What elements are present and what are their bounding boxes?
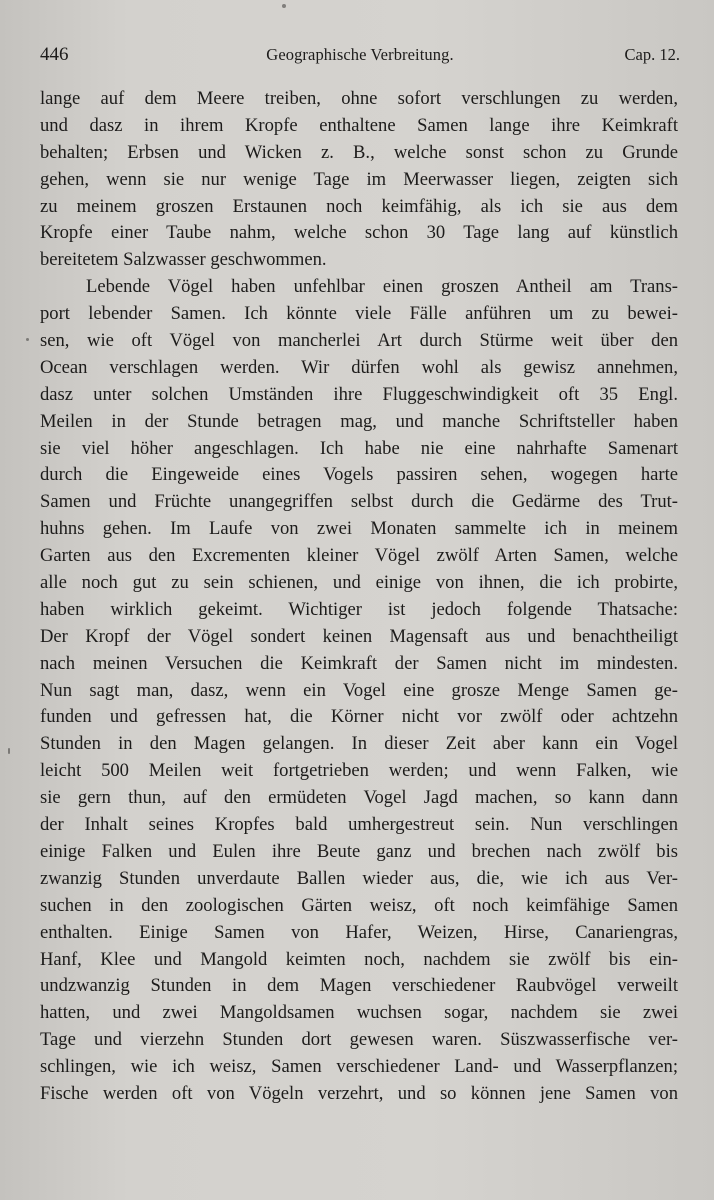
paragraph (40, 274, 678, 1108)
text-line: hatten, und zwei Mangoldsamen wuchsen sogar, nachdem sie zwei (40, 1002, 678, 1024)
running-title: Geographische Verbreitung. (266, 45, 454, 64)
text-line: sen, wie oft Vögel von mancherlei Art durch Stürme weit über den (40, 330, 678, 352)
text-line: haben wirklich gekeimt. Wichtiger ist jedoch folgende Thatsache: (40, 598, 678, 620)
text-line: zwanzig Stunden unverdaute Ballen wieder aus, die, wie ich aus Ver- (40, 867, 678, 889)
running-header (40, 44, 680, 72)
text-line: Stunden in den Magen gelangen. In dieser Zeit aber kann ein Vogel (40, 733, 678, 755)
text-line: sie viel höher angeschlagen. Ich habe nie eine nahrhafte Samenart (40, 437, 678, 459)
text-line: leicht 500 Meilen weit fortgetrieben werden; und wenn Falken, wie (40, 760, 678, 782)
print-speck (26, 338, 29, 341)
text-line: Samen und Früchte unangegriffen selbst durch die Gedärme des Trut- (40, 491, 678, 513)
text-line: huhns gehen. Im Laufe von zwei Monaten sammelte ich in meinem (40, 518, 678, 540)
text-line: alle noch gut zu sein schienen, und einige von ihnen, die ich probirte, (40, 572, 678, 594)
text-line: sie gern thun, auf den ermüdeten Vogel Jagd machen, so kann dann (40, 787, 678, 809)
text-line: suchen in den zoologischen Gärten weisz, oft noch keimfähige Samen (40, 894, 678, 916)
print-speck (8, 748, 10, 754)
paragraph (40, 86, 678, 274)
text-line: nach meinen Versuchen die Keimkraft der Samen nicht im mindesten. (40, 652, 678, 674)
chapter-label: Cap. 12. (624, 45, 680, 64)
text-line: Lebende Vögel haben unfehlbar einen groszen Antheil am Trans- (86, 276, 678, 298)
text-line: undzwanzig Stunden in dem Magen verschiedener Raubvögel verweilt (40, 975, 678, 997)
text-line: schlingen, wie ich weisz, Samen verschiedener Land- und Wasserpflanzen; (40, 1056, 678, 1078)
text-line: funden und gefressen hat, die Körner nicht vor zwölf oder achtzehn (40, 706, 678, 728)
text-line: und dasz in ihrem Kropfe enthaltene Samen lange ihre Keimkraft (40, 114, 678, 136)
text-line: enthalten. Einige Samen von Hafer, Weizen, Hirse, Canariengras, (40, 921, 678, 943)
text-line: port lebender Samen. Ich könnte viele Fälle anführen um zu bewei- (40, 303, 678, 325)
text-line: Der Kropf der Vögel sondert keinen Magensaft aus und benachtheiligt (40, 625, 678, 647)
text-line: zu meinem groszen Erstaunen noch keimfähig, als ich sie aus dem (40, 195, 678, 217)
page-number: 446 (40, 44, 69, 65)
text-line: dasz unter solchen Umständen ihre Fluggeschwindigkeit oft 35 Engl. (40, 383, 678, 405)
body-text (40, 86, 678, 1108)
text-line: bereitetem Salzwasser geschwommen. (40, 249, 327, 271)
text-line: Meilen in der Stunde betragen mag, und manche Schriftsteller haben (40, 410, 678, 432)
text-line: Ocean verschlagen werden. Wir dürfen wohl als gewisz annehmen, (40, 356, 678, 378)
text-line: der Inhalt seines Kropfes bald umhergestreut sein. Nun verschlingen (40, 814, 678, 836)
text-line: gehen, wenn sie nur wenige Tage im Meerwasser liegen, zeigten sich (40, 168, 678, 190)
text-line: lange auf dem Meere treiben, ohne sofort verschlungen zu werden, (40, 88, 678, 109)
text-line: Garten aus den Excrementen kleiner Vögel zwölf Arten Samen, welche (40, 545, 678, 567)
text-line: Hanf, Klee und Mangold keimten noch, nachdem sie zwölf bis ein- (40, 948, 678, 970)
text-line: Nun sagt man, dasz, wenn ein Vogel eine grosze Menge Samen ge- (40, 679, 678, 701)
print-speck (282, 4, 286, 8)
text-line: Kropfe einer Taube nahm, welche schon 30 Tage lang auf künstlich (40, 222, 678, 244)
text-line: Fische werden oft von Vögeln verzehrt, und so können jene Samen von (40, 1082, 678, 1104)
text-line: einige Falken und Eulen ihre Beute ganz und brechen nach zwölf bis (40, 840, 678, 862)
text-line: Tage und vierzehn Stunden dort gewesen waren. Süszwasserfische ver- (40, 1029, 678, 1051)
text-line: behalten; Erbsen und Wicken z. B., welche sonst schon zu Grunde (40, 141, 678, 163)
text-line: durch die Eingeweide eines Vogels passiren sehen, wogegen harte (40, 464, 678, 486)
